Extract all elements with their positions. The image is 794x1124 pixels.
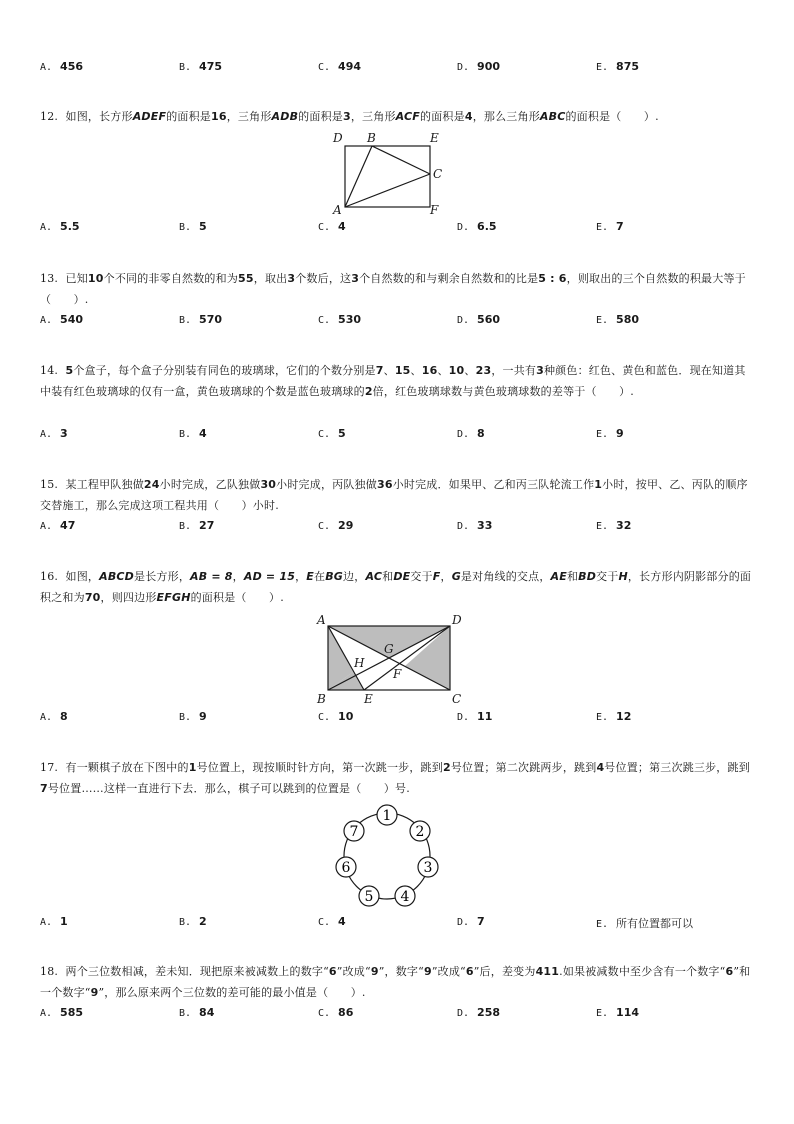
option-c[interactable]: C. 5 (318, 427, 346, 440)
question-17-stem: 17. 有一颗棋子放在下图中的1号位置上，现按顺时针方向，第一次跳一步，跳到2号位置；第二次跳两步，跳到4号位置；第三次跳三步，跳到7号位置……这样一直进行下去．那么，棋子可以跳到的位置是（ ）号. (40, 761, 750, 795)
position-1 (377, 805, 397, 825)
option-b[interactable]: B. 2 (179, 915, 207, 928)
label-d: D (452, 613, 462, 627)
option-e[interactable]: E. 7 (596, 220, 624, 233)
option-d[interactable]: D. 8 (457, 427, 485, 440)
option-a[interactable]: A. 47 (40, 519, 76, 532)
option-d[interactable]: D. 258 (457, 1006, 501, 1019)
option-d[interactable]: D. 560 (457, 313, 501, 326)
question-number: 12. (40, 110, 59, 123)
label-d: D (333, 131, 343, 145)
rectangle-adef-figure (325, 128, 455, 218)
option-d[interactable]: D. 11 (457, 710, 493, 723)
options-row-q15 (40, 519, 756, 537)
label-a: A (317, 613, 326, 627)
option-d[interactable]: D. 7 (457, 915, 485, 928)
svg-text:2: 2 (415, 824, 425, 840)
options-row-q14 (40, 427, 756, 445)
options-row-q18 (40, 1006, 756, 1024)
option-c[interactable]: C. 10 (318, 710, 354, 723)
label-e: E (430, 131, 439, 145)
question-number: 17. (40, 761, 59, 774)
options-row-q16 (40, 710, 756, 728)
option-a[interactable]: A. 456 (40, 60, 84, 73)
option-b[interactable]: B. 5 (179, 220, 207, 233)
option-b[interactable]: B. 9 (179, 710, 207, 723)
option-d[interactable]: D. 900 (457, 60, 501, 73)
question-number: 14. (40, 364, 59, 377)
options-row-q12 (40, 220, 756, 238)
svg-text:7: 7 (349, 824, 359, 840)
question-12-stem: 12. 如图，长方形ADEF的面积是16，三角形ADB的面积是3，三角形ACF的面积是4，那么三角形ABC的面积是（ ）. (40, 110, 659, 123)
option-e[interactable]: E. 9 (596, 427, 624, 440)
position-5 (359, 886, 379, 906)
option-e[interactable]: E. 所有位置都可以 (596, 917, 694, 930)
option-c[interactable]: C. 4 (318, 915, 346, 928)
option-c[interactable]: C. 86 (318, 1006, 354, 1019)
question-14-stem: 14. 5个盒子，每个盒子分别装有同色的玻璃球，它们的个数分别是7、15、16、10、23，一共有3种颜色：红色、黄色和蓝色．现在知道其中装有红色玻璃球的仅有一盒，黄色玻璃球的个数是蓝色玻璃球的2倍，红色玻璃球数与黄色玻璃球数的差等于（ ）. (40, 364, 746, 398)
position-2 (410, 821, 430, 841)
option-c[interactable]: C. 4 (318, 220, 346, 233)
question-number: 18. (40, 965, 59, 978)
option-b[interactable]: B. 570 (179, 313, 223, 326)
question-18-stem: 18. 两个三位数相减，差未知．现把原来被减数上的数字“6”改成“9”，数字“9”改成“6”后，差变为411.如果被减数中至少含有一个数字“6”和一个数字“9”，那么原来两个三位数的差可能的最小值是（ ）. (40, 965, 751, 999)
option-a[interactable]: A. 540 (40, 313, 84, 326)
label-h: H (354, 656, 365, 670)
position-7 (344, 821, 364, 841)
question-number: 16. (40, 570, 59, 583)
option-c[interactable]: C. 530 (318, 313, 362, 326)
option-b[interactable]: B. 84 (179, 1006, 215, 1019)
option-a[interactable]: A. 3 (40, 427, 68, 440)
circle-positions-figure (327, 800, 447, 912)
label-c: C (433, 167, 443, 181)
label-e: E (364, 692, 373, 706)
option-c[interactable]: C. 494 (318, 60, 362, 73)
option-a[interactable]: A. 585 (40, 1006, 84, 1019)
option-e[interactable]: E. 32 (596, 519, 632, 532)
rectangle-abcd-figure (312, 610, 472, 708)
option-b[interactable]: B. 4 (179, 427, 207, 440)
options-row-q13 (40, 313, 756, 331)
label-f: F (430, 203, 439, 217)
label-b: B (317, 692, 326, 706)
label-a: A (333, 203, 342, 217)
option-e[interactable]: E. 12 (596, 710, 632, 723)
svg-text:5: 5 (364, 889, 374, 905)
option-e[interactable]: E. 580 (596, 313, 640, 326)
option-d[interactable]: D. 6.5 (457, 220, 497, 233)
rectangle-adef (345, 146, 430, 207)
svg-text:4: 4 (400, 889, 410, 905)
options-row-q11 (40, 60, 756, 78)
label-b: B (367, 131, 376, 145)
question-13-stem: 13. 已知10个不同的非零自然数的和为55，取出3个数后，这3个自然数的和与剩余自然数和的比是5 : 6，则取出的三个自然数的积最大等于（ ）. (40, 272, 746, 306)
question-number: 13. (40, 272, 59, 285)
position-4 (395, 886, 415, 906)
label-c: C (452, 692, 462, 706)
position-6 (336, 857, 356, 877)
option-e[interactable]: E. 875 (596, 60, 640, 73)
option-e[interactable]: E. 114 (596, 1006, 640, 1019)
label-f: F (393, 667, 402, 681)
svg-text:3: 3 (423, 860, 433, 876)
options-row-q17 (40, 915, 756, 933)
svg-text:1: 1 (382, 808, 392, 824)
option-a[interactable]: A. 8 (40, 710, 68, 723)
question-16-stem: 16. 如图，ABCD是长方形，AB = 8，AD = 15，E在BG边，AC和DE交于F，G是对角线的交点，AE和BD交于H，长方形内阴影部分的面积之和为70，则四边形EFGH的面积是（ ）. (40, 570, 752, 604)
svg-text:6: 6 (341, 860, 351, 876)
option-d[interactable]: D. 33 (457, 519, 493, 532)
position-3 (418, 857, 438, 877)
option-b[interactable]: B. 475 (179, 60, 223, 73)
segment-bc (372, 146, 430, 174)
option-c[interactable]: C. 29 (318, 519, 354, 532)
question-number: 15. (40, 478, 59, 491)
label-g: G (384, 642, 394, 656)
option-a[interactable]: A. 5.5 (40, 220, 80, 233)
option-a[interactable]: A. 1 (40, 915, 68, 928)
option-b[interactable]: B. 27 (179, 519, 215, 532)
question-15-stem: 15. 某工程甲队独做24小时完成，乙队独做30小时完成，丙队独做36小时完成．如果甲、乙和丙三队轮流工作1小时，按甲、乙、丙队的顺序交替施工，那么完成这项工程共用（ ）小时. (40, 478, 748, 512)
